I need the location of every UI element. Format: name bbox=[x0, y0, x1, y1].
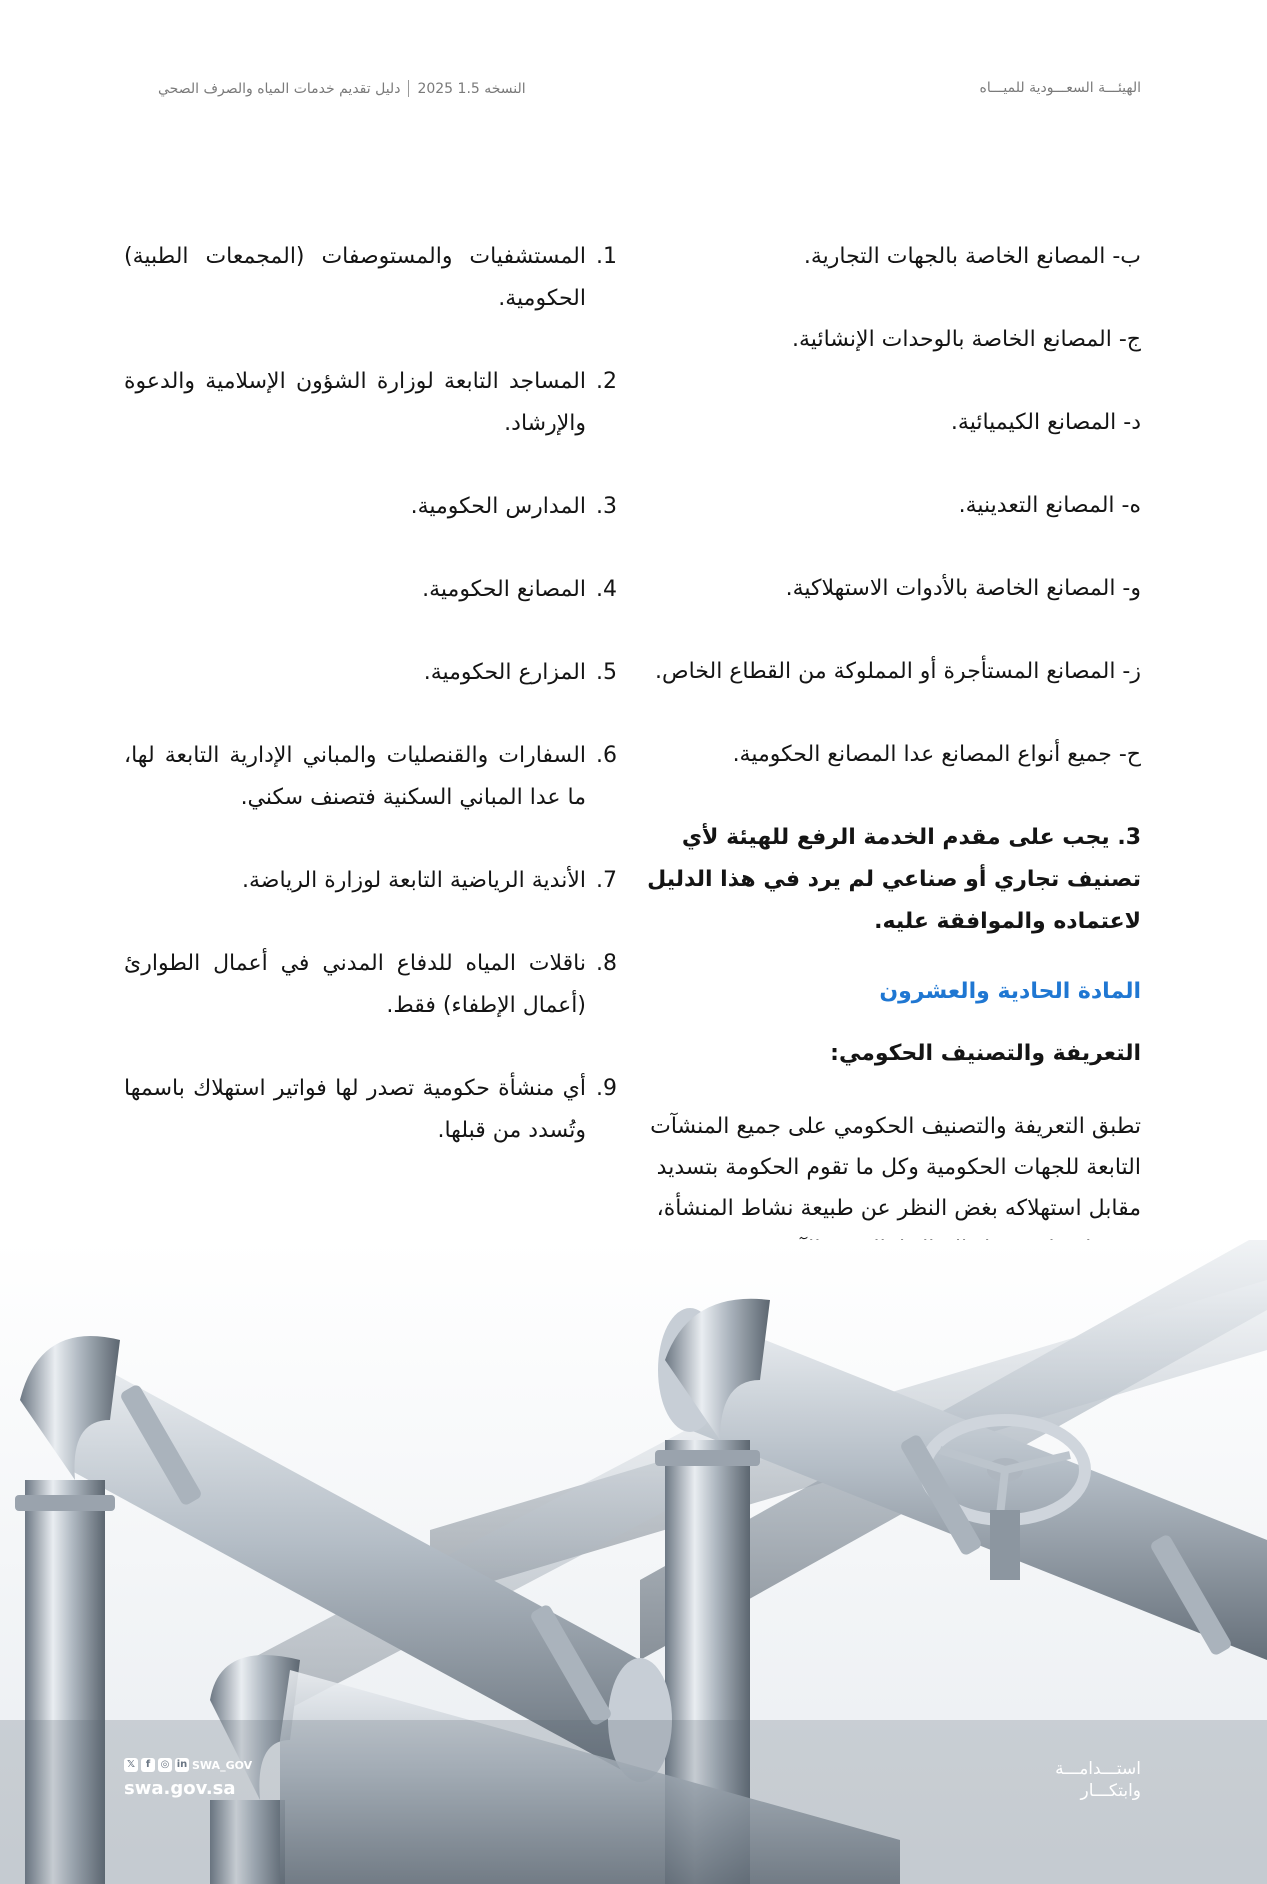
instagram-icon[interactable]: ◎ bbox=[158, 1758, 172, 1772]
list-item: ز- المصانع المستأجرة أو المملوكة من القطاع الخاص. bbox=[655, 659, 1141, 684]
item-number: 4. bbox=[596, 577, 617, 602]
item-number: 9. bbox=[596, 1076, 617, 1101]
item-number: 5. bbox=[596, 660, 617, 685]
social-handle: SWA_GOV bbox=[192, 1758, 253, 1772]
footer-social bbox=[124, 1758, 252, 1799]
item-text: المساجد التابعة لوزارة الشؤون الإسلامية والدعوة والإرشاد. bbox=[124, 369, 586, 436]
item-text: أي منشأة حكومية تصدر لها فواتير استهلاك باسمها وتُسدد من قبلها. bbox=[124, 1076, 586, 1143]
section-subheading: التعريفة والتصنيف الحكومي: bbox=[830, 1041, 1141, 1066]
numbered-item bbox=[124, 860, 617, 902]
header-org-name: الهيئـــة السعـــودية للميـــاه bbox=[979, 80, 1141, 96]
social-row bbox=[124, 1758, 252, 1772]
item-number: 2. bbox=[596, 369, 617, 394]
article-title: المادة الحادية والعشرون bbox=[879, 979, 1141, 1004]
item-number: 7. bbox=[596, 868, 617, 893]
list-item: و- المصانع الخاصة بالأدوات الاستهلاكية. bbox=[785, 576, 1141, 601]
header-separator bbox=[408, 80, 409, 97]
list-item: ه- المصانع التعدينية. bbox=[958, 493, 1141, 518]
list-item: ج- المصانع الخاصة بالوحدات الإنشائية. bbox=[792, 327, 1141, 352]
item-text: المدارس الحكومية. bbox=[410, 494, 586, 519]
numbered-item bbox=[124, 652, 617, 694]
bold-list-item: 3. يجب على مقدم الخدمة الرفع للهيئة لأي تصنيف تجاري أو صناعي لم يرد في هذا الدليل لاعتماده والموافقة عليه. bbox=[647, 825, 1141, 934]
item-text: المستشفيات والمستوصفات (المجمعات الطبية) الحكومية. bbox=[124, 244, 586, 311]
numbered-item bbox=[124, 361, 617, 445]
linkedin-icon[interactable]: in bbox=[176, 1759, 188, 1770]
item-text: الأندية الرياضية التابعة لوزارة الرياضة. bbox=[241, 868, 586, 893]
item-number: 3. bbox=[596, 494, 617, 519]
numbered-item bbox=[124, 943, 617, 1027]
numbered-item bbox=[124, 735, 617, 819]
slogan-line-2: وابتكـــار bbox=[1080, 1781, 1141, 1801]
website-link[interactable]: swa.gov.sa bbox=[124, 1778, 236, 1799]
numbered-item bbox=[124, 486, 617, 528]
item-number: 6. bbox=[596, 743, 617, 768]
list-item: د- المصانع الكيميائية. bbox=[950, 410, 1141, 435]
item-text: السفارات والقنصليات والمباني الإدارية التابعة لها، ما عدا المباني السكنية فتصنف سكني. bbox=[124, 743, 586, 810]
numbered-item bbox=[124, 236, 617, 320]
right-column bbox=[641, 236, 1141, 1270]
list-item: ح- جميع أنواع المصانع عدا المصانع الحكومية. bbox=[732, 742, 1141, 767]
header-doc-title: دليل تقديم خدمات المياه والصرف الصحي bbox=[158, 80, 401, 97]
header-doc-info bbox=[158, 80, 526, 97]
facebook-icon[interactable]: f bbox=[141, 1758, 155, 1772]
item-number: 8. bbox=[596, 951, 617, 976]
list-item: ب- المصانع الخاصة بالجهات التجارية. bbox=[803, 244, 1141, 269]
footer-slogan bbox=[1055, 1758, 1141, 1802]
x-icon[interactable]: 𝕏 bbox=[124, 1758, 138, 1772]
item-text: المزارع الحكومية. bbox=[423, 660, 586, 685]
numbered-item bbox=[124, 1068, 617, 1152]
body-paragraph: تطبق التعريفة والتصنيف الحكومي على جميع المنشآت التابعة للجهات الحكومية وكل ما تقوم الحكومة بتسديد مقابل استهلاكه بغض النظر عن طبيعة نشاط المنشأة، bbox=[650, 1114, 1141, 1221]
header-version: النسخه 1.5 2025 bbox=[417, 80, 526, 97]
item-text: المصانع الحكومية. bbox=[422, 577, 586, 602]
slogan-line-1: استـــدامـــة bbox=[1055, 1759, 1141, 1779]
item-number: 1. bbox=[596, 244, 617, 269]
item-text: ناقلات المياه للدفاع المدني في أعمال الطوارئ (أعمال الإطفاء) فقط. bbox=[124, 951, 586, 1018]
numbered-item bbox=[124, 569, 617, 611]
left-column bbox=[124, 236, 617, 1193]
